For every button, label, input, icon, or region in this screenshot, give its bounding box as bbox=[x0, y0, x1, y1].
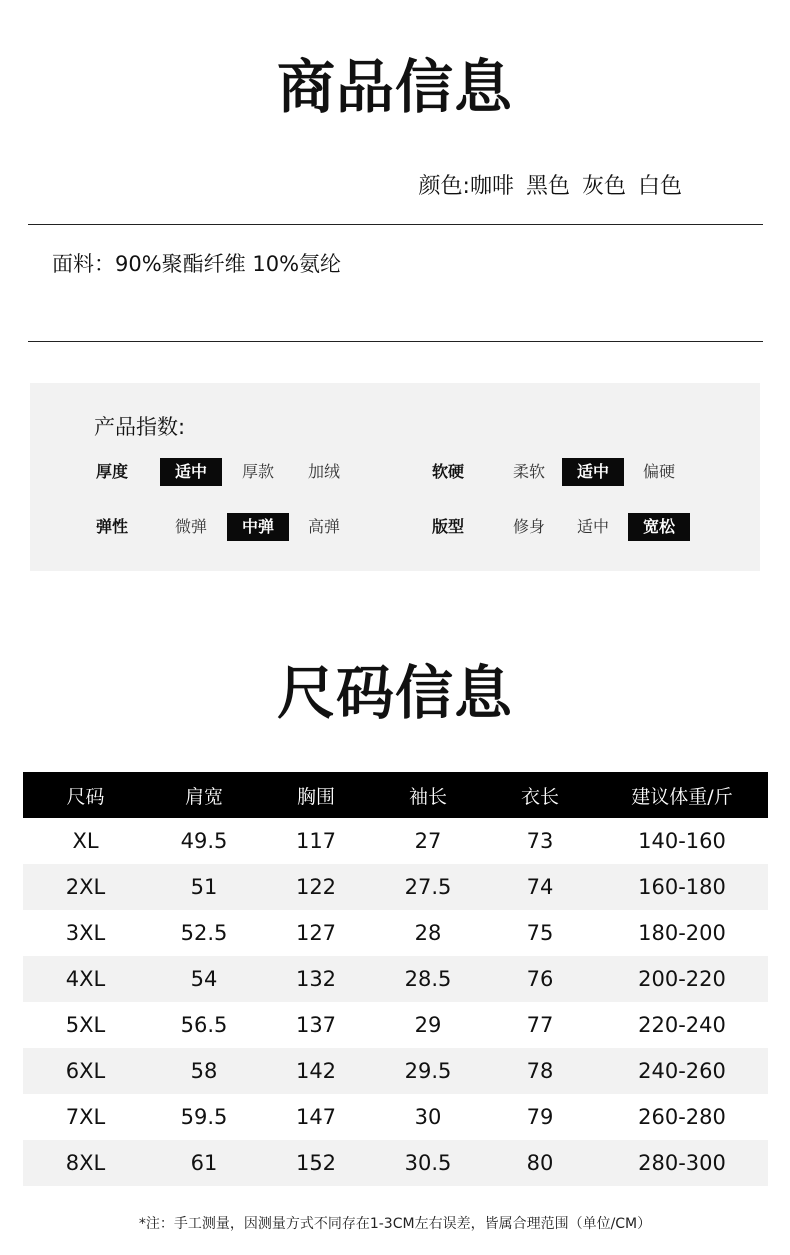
table-cell: 142 bbox=[260, 1048, 372, 1094]
table-cell: 180-200 bbox=[638, 921, 726, 945]
column-header: 衣长 bbox=[484, 772, 596, 818]
table-cell: 3XL bbox=[65, 921, 106, 945]
attribute-option: 柔软 bbox=[512, 462, 545, 481]
table-cell: 6XL bbox=[23, 1048, 148, 1094]
attribute-option: 中弹 bbox=[227, 513, 289, 541]
attribute-option: 加绒 bbox=[307, 462, 340, 481]
table-cell: 140-160 bbox=[638, 829, 726, 853]
color-option: 黑色 bbox=[525, 174, 570, 199]
attribute-option: 宽松 bbox=[628, 513, 690, 541]
table-cell: 75 bbox=[526, 921, 554, 945]
table-cell: 28 bbox=[414, 921, 442, 945]
table-row bbox=[23, 1002, 768, 1048]
table-cell: 30.5 bbox=[372, 1140, 484, 1186]
attribute-label: 版型 bbox=[432, 517, 465, 536]
table-cell: 59.5 bbox=[180, 1105, 228, 1129]
color-options bbox=[419, 173, 682, 201]
attribute-option: 高弹 bbox=[307, 517, 340, 536]
column-header: 胸围 bbox=[260, 772, 372, 818]
table-row bbox=[23, 1048, 768, 1094]
table-cell: 80 bbox=[484, 1140, 596, 1186]
table-cell: 8XL bbox=[23, 1140, 148, 1186]
color-option: 白色 bbox=[637, 174, 682, 199]
table-cell: 117 bbox=[295, 829, 337, 853]
table-header-row bbox=[23, 772, 768, 818]
table-cell: 122 bbox=[260, 864, 372, 910]
table-row bbox=[23, 956, 768, 1002]
table-cell: 28.5 bbox=[372, 956, 484, 1002]
table-row bbox=[23, 818, 768, 864]
table-cell: 27 bbox=[414, 829, 442, 853]
table-row bbox=[23, 910, 768, 956]
divider bbox=[28, 341, 763, 342]
table-cell: 56.5 bbox=[180, 1013, 228, 1037]
table-cell: 4XL bbox=[23, 956, 148, 1002]
attribute-row-softness bbox=[30, 458, 760, 486]
table-cell: 27.5 bbox=[372, 864, 484, 910]
product-index-title: 产品指数: bbox=[94, 415, 186, 439]
table-cell: 54 bbox=[148, 956, 260, 1002]
table-cell: 74 bbox=[484, 864, 596, 910]
attribute-option: 适中 bbox=[562, 458, 624, 486]
product-index-panel bbox=[30, 383, 760, 571]
table-cell: 78 bbox=[484, 1048, 596, 1094]
color-option: 咖啡 bbox=[469, 174, 514, 199]
colors-label: 颜色: bbox=[418, 174, 470, 199]
table-cell: 49.5 bbox=[180, 829, 228, 853]
table-cell: 280-300 bbox=[596, 1140, 768, 1186]
table-cell: 132 bbox=[260, 956, 372, 1002]
table-cell: 73 bbox=[526, 829, 554, 853]
size-table-body bbox=[23, 818, 768, 1186]
table-cell: 160-180 bbox=[596, 864, 768, 910]
table-cell: 220-240 bbox=[638, 1013, 726, 1037]
table-cell: 200-220 bbox=[596, 956, 768, 1002]
table-row bbox=[23, 1140, 768, 1186]
divider bbox=[28, 224, 763, 225]
table-cell: 52.5 bbox=[180, 921, 228, 945]
table-cell: 147 bbox=[295, 1105, 337, 1129]
table-cell: 152 bbox=[260, 1140, 372, 1186]
attribute-option: 修身 bbox=[512, 517, 545, 536]
table-cell: 61 bbox=[148, 1140, 260, 1186]
table-cell: 30 bbox=[414, 1105, 442, 1129]
table-cell: 77 bbox=[526, 1013, 554, 1037]
color-option: 灰色 bbox=[581, 174, 626, 199]
table-cell: 29.5 bbox=[372, 1048, 484, 1094]
attribute-label: 软硬 bbox=[432, 462, 465, 481]
table-cell: 260-280 bbox=[638, 1105, 726, 1129]
table-cell: 29 bbox=[414, 1013, 442, 1037]
column-header: 肩宽 bbox=[148, 772, 260, 818]
attribute-option: 适中 bbox=[160, 458, 222, 486]
table-cell: 79 bbox=[526, 1105, 554, 1129]
table-cell: 137 bbox=[295, 1013, 337, 1037]
table-cell: 240-260 bbox=[596, 1048, 768, 1094]
column-header: 尺码 bbox=[23, 772, 148, 818]
column-header: 袖长 bbox=[372, 772, 484, 818]
column-header: 建议体重/斤 bbox=[596, 772, 768, 818]
attribute-option: 厚款 bbox=[241, 462, 274, 481]
attribute-row-fit bbox=[30, 513, 760, 541]
table-row bbox=[23, 864, 768, 910]
attribute-option: 适中 bbox=[576, 517, 609, 536]
attribute-option: 微弹 bbox=[174, 517, 207, 536]
table-cell: 51 bbox=[148, 864, 260, 910]
table-cell: 7XL bbox=[65, 1105, 106, 1129]
table-row bbox=[23, 1094, 768, 1140]
measurement-note: *注：手工测量，因测量方式不同存在1-3CM左右误差，皆属合理范围（单位/CM） bbox=[138, 1216, 652, 1232]
attribute-label: 弹性 bbox=[96, 517, 129, 536]
product-info-title: 商品信息 bbox=[276, 53, 513, 121]
table-cell: 76 bbox=[484, 956, 596, 1002]
table-cell: XL bbox=[72, 829, 99, 853]
size-table bbox=[23, 772, 768, 1186]
size-info-title: 尺码信息 bbox=[276, 659, 513, 727]
fabric-composition: 面料：90%聚酯纤维 10%氨纶 bbox=[52, 252, 342, 276]
table-cell: 127 bbox=[295, 921, 337, 945]
attribute-label: 厚度 bbox=[96, 462, 129, 481]
table-cell: 58 bbox=[148, 1048, 260, 1094]
table-cell: 5XL bbox=[65, 1013, 106, 1037]
attribute-option: 偏硬 bbox=[642, 462, 675, 481]
table-cell: 2XL bbox=[23, 864, 148, 910]
